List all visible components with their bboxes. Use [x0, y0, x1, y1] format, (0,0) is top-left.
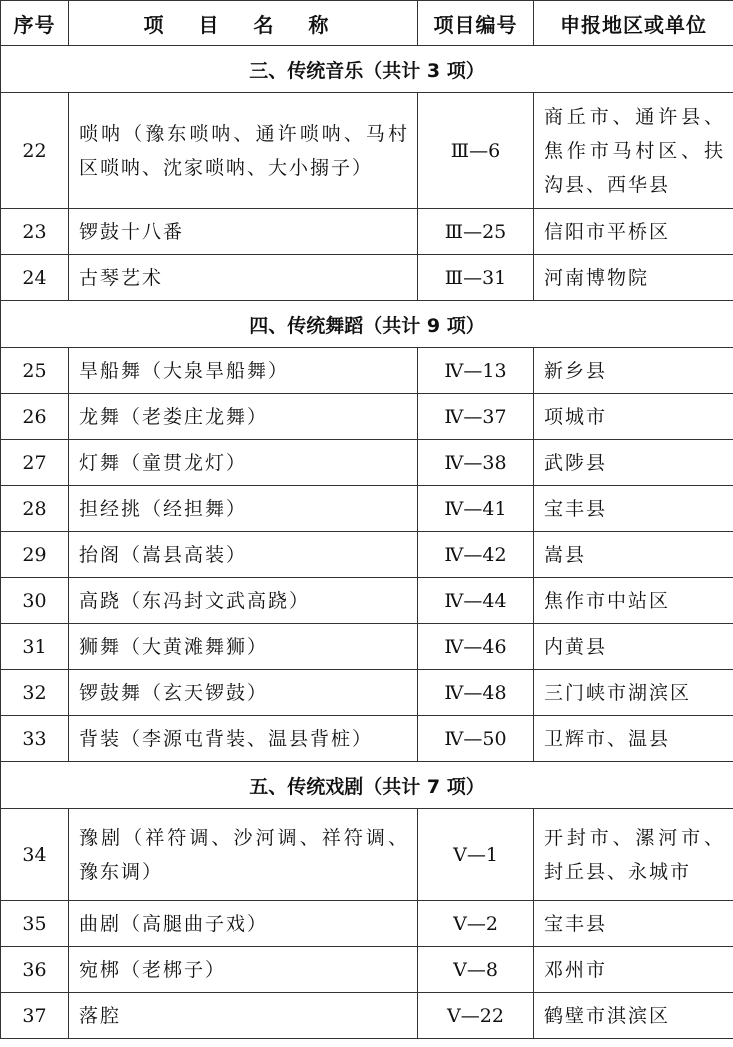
row-region: 新乡县: [534, 348, 733, 394]
row-code: Ⅳ—44: [418, 578, 534, 624]
row-seq: 25: [1, 348, 69, 394]
row-seq: 27: [1, 440, 69, 486]
table-row: [1, 947, 733, 993]
row-seq: 31: [1, 624, 69, 670]
row-seq: 29: [1, 532, 69, 578]
row-seq: 35: [1, 901, 69, 947]
row-code: Ⅲ—6: [418, 93, 534, 209]
row-name: 古琴艺术: [69, 255, 418, 301]
row-code: Ⅴ—2: [418, 901, 534, 947]
row-name: 落腔: [69, 993, 418, 1039]
row-name: 狮舞（大黄滩舞狮）: [69, 624, 418, 670]
row-seq: 37: [1, 993, 69, 1039]
row-region: 邓州市: [534, 947, 733, 993]
section-row: [1, 46, 733, 93]
table-row: [1, 901, 733, 947]
header-code: 项目编号: [418, 1, 534, 46]
row-code: Ⅳ—48: [418, 670, 534, 716]
row-seq: 36: [1, 947, 69, 993]
table-row: [1, 209, 733, 255]
table-row: [1, 716, 733, 762]
row-region: 嵩县: [534, 532, 733, 578]
row-code: Ⅲ—31: [418, 255, 534, 301]
section-title: 三、传统音乐（共计 3 项）: [1, 46, 733, 93]
row-seq: 22: [1, 93, 69, 209]
section-row: [1, 762, 733, 809]
row-code: Ⅴ—8: [418, 947, 534, 993]
row-seq: 30: [1, 578, 69, 624]
row-seq: 26: [1, 394, 69, 440]
row-region: 开封市、漯河市、封丘县、永城市: [534, 809, 733, 901]
row-name: 高跷（东冯封文武高跷）: [69, 578, 418, 624]
row-code: Ⅳ—37: [418, 394, 534, 440]
row-name: 龙舞（老娄庄龙舞）: [69, 394, 418, 440]
row-region: 宝丰县: [534, 486, 733, 532]
row-region: 武陟县: [534, 440, 733, 486]
table-row: [1, 993, 733, 1039]
table-row: [1, 624, 733, 670]
row-name: 旱船舞（大泉旱船舞）: [69, 348, 418, 394]
table-row: [1, 532, 733, 578]
row-seq: 23: [1, 209, 69, 255]
row-code: Ⅳ—41: [418, 486, 534, 532]
row-name: 唢呐（豫东唢呐、通许唢呐、马村区唢呐、沈家唢呐、大小搦子）: [69, 93, 418, 209]
table-row: [1, 670, 733, 716]
row-code: Ⅲ—25: [418, 209, 534, 255]
table-row: [1, 578, 733, 624]
row-code: Ⅴ—22: [418, 993, 534, 1039]
row-code: Ⅳ—50: [418, 716, 534, 762]
table-row: [1, 394, 733, 440]
row-region: 焦作市中站区: [534, 578, 733, 624]
row-code: Ⅳ—46: [418, 624, 534, 670]
row-name: 灯舞（童贯龙灯）: [69, 440, 418, 486]
row-name: 担经挑（经担舞）: [69, 486, 418, 532]
row-region: 商丘市、通许县、焦作市马村区、扶沟县、西华县: [534, 93, 733, 209]
row-name: 抬阁（嵩县高装）: [69, 532, 418, 578]
row-seq: 33: [1, 716, 69, 762]
table-row: [1, 440, 733, 486]
row-code: Ⅳ—42: [418, 532, 534, 578]
table-row: [1, 809, 733, 901]
row-seq: 32: [1, 670, 69, 716]
table-row: [1, 348, 733, 394]
row-name: 宛梆（老梆子）: [69, 947, 418, 993]
row-region: 卫辉市、温县: [534, 716, 733, 762]
row-seq: 28: [1, 486, 69, 532]
row-name: 锣鼓舞（玄天锣鼓）: [69, 670, 418, 716]
row-region: 内黄县: [534, 624, 733, 670]
header-name: 项 目 名 称: [69, 1, 418, 46]
row-code: Ⅴ—1: [418, 809, 534, 901]
row-region: 信阳市平桥区: [534, 209, 733, 255]
row-name: 豫剧（祥符调、沙河调、祥符调、豫东调）: [69, 809, 418, 901]
table-row: [1, 255, 733, 301]
row-seq: 24: [1, 255, 69, 301]
header-row: [1, 1, 733, 46]
row-name: 锣鼓十八番: [69, 209, 418, 255]
row-region: 三门峡市湖滨区: [534, 670, 733, 716]
row-name: 曲剧（高腿曲子戏）: [69, 901, 418, 947]
header-region: 申报地区或单位: [534, 1, 733, 46]
table-row: [1, 486, 733, 532]
row-seq: 34: [1, 809, 69, 901]
row-region: 项城市: [534, 394, 733, 440]
section-title: 五、传统戏剧（共计 7 项）: [1, 762, 733, 809]
header-seq: 序号: [1, 1, 69, 46]
row-code: Ⅳ—13: [418, 348, 534, 394]
row-region: 河南博物院: [534, 255, 733, 301]
section-title: 四、传统舞蹈（共计 9 项）: [1, 301, 733, 348]
row-region: 鹤壁市淇滨区: [534, 993, 733, 1039]
row-region: 宝丰县: [534, 901, 733, 947]
section-row: [1, 301, 733, 348]
row-code: Ⅳ—38: [418, 440, 534, 486]
row-name: 背装（李源屯背装、温县背桩）: [69, 716, 418, 762]
table-row: [1, 93, 733, 209]
